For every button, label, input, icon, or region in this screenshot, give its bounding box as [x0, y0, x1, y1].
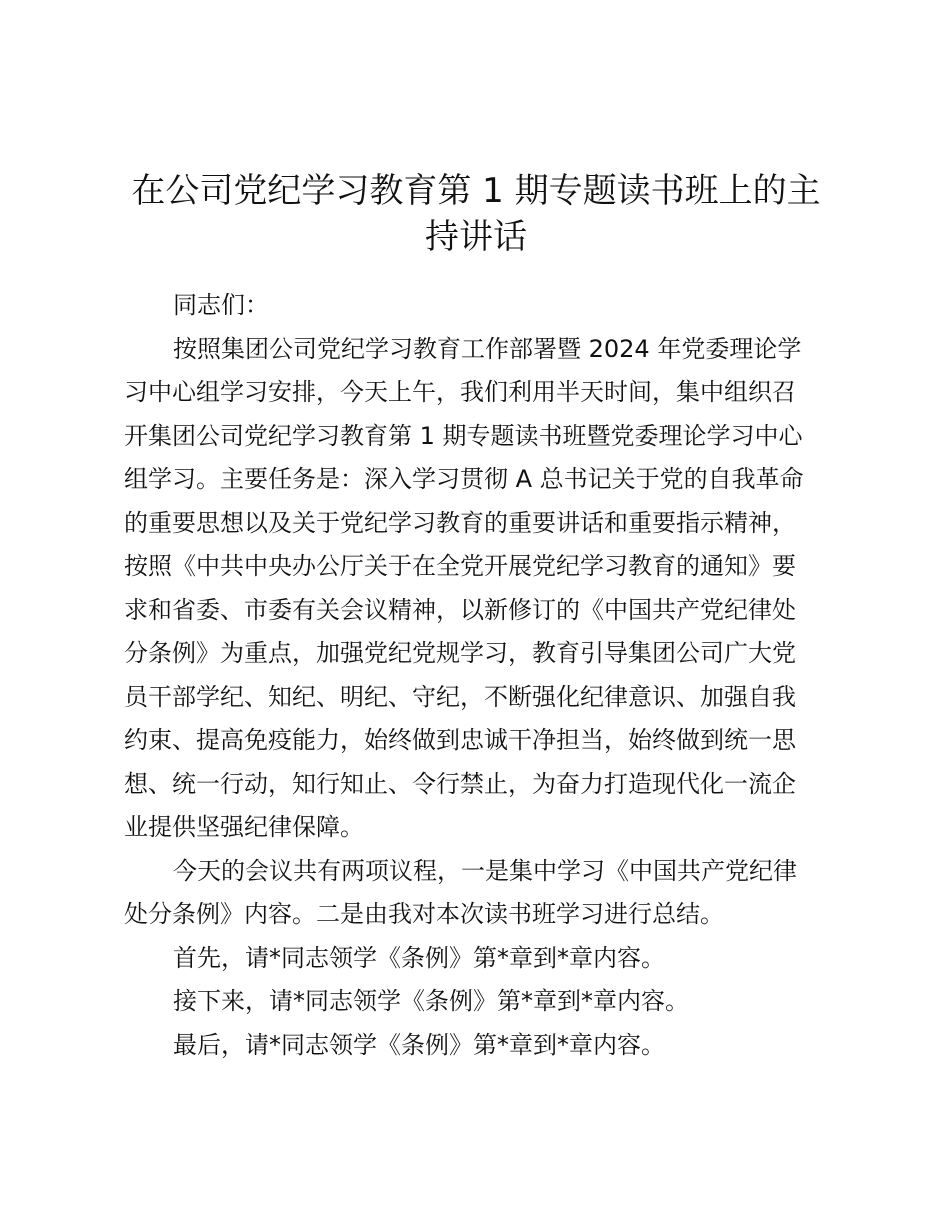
paragraph-2 — [124, 850, 824, 937]
paragraph-1-line: 的重要思想以及关于党纪学习教育的重要讲话和重要指示精神， — [124, 508, 796, 537]
paragraph-1-line: 分条例》为重点，加强党纪党规学习，教育引导集团公司广大党 — [124, 639, 796, 667]
paragraph-1-line: 开集团公司党纪学习教育第 1 期专题读书班暨党委理论学习中心 — [124, 421, 803, 450]
document-title — [120, 168, 832, 260]
paragraph-1-line: 习中心组学习安排，今天上午，我们利用半天时间，集中组织召 — [124, 378, 796, 406]
paragraph-1-line: 约束、提高免疫能力，始终做到忠诚干净担当，始终做到统一思 — [124, 726, 796, 754]
title-line-2: 持讲话 — [425, 217, 527, 257]
paragraph-1-line: 求和省委、市委有关会议精神，以新修订的《中国共产党纪律处 — [124, 595, 796, 624]
paragraph-5: 最后，请*同志领学《条例》第*章到*章内容。 — [173, 1030, 665, 1059]
paragraph-1-line: 按照集团公司党纪学习教育工作部署暨 2024 年党委理论学 — [173, 334, 802, 363]
paragraph-1-line: 组学习。主要任务是：深入学习贯彻 A 总书记关于党的自我革命 — [124, 465, 804, 493]
document-body — [124, 284, 824, 1067]
paragraph-4: 接下来，请*同志领学《条例》第*章到*章内容。 — [173, 987, 689, 1015]
paragraph-2-line: 处分条例》内容。二是由我对本次读书班学习进行总结。 — [124, 900, 724, 928]
paragraph-1-line: 业提供坚强纪律保障。 — [124, 813, 364, 841]
paragraph-1-line: 员干部学纪、知纪、明纪、守纪，不断强化纪律意识、加强自我 — [124, 682, 796, 711]
title-line-1: 在公司党纪学习教育第 1 期专题读书班上的主 — [131, 171, 821, 211]
paragraph-1 — [124, 328, 824, 850]
paragraph-1-line: 想、统一行动，知行知止、令行禁止，为奋力打造现代化一流企 — [124, 769, 796, 798]
paragraph-3: 首先，请*同志领学《条例》第*章到*章内容。 — [173, 943, 665, 972]
paragraph-2-line: 今天的会议共有两项议程，一是集中学习《中国共产党纪律 — [173, 856, 797, 885]
paragraph-1-line: 按照《中共中央办公厅关于在全党开展党纪学习教育的通知》要 — [124, 552, 796, 580]
salutation: 同志们： — [173, 291, 269, 319]
